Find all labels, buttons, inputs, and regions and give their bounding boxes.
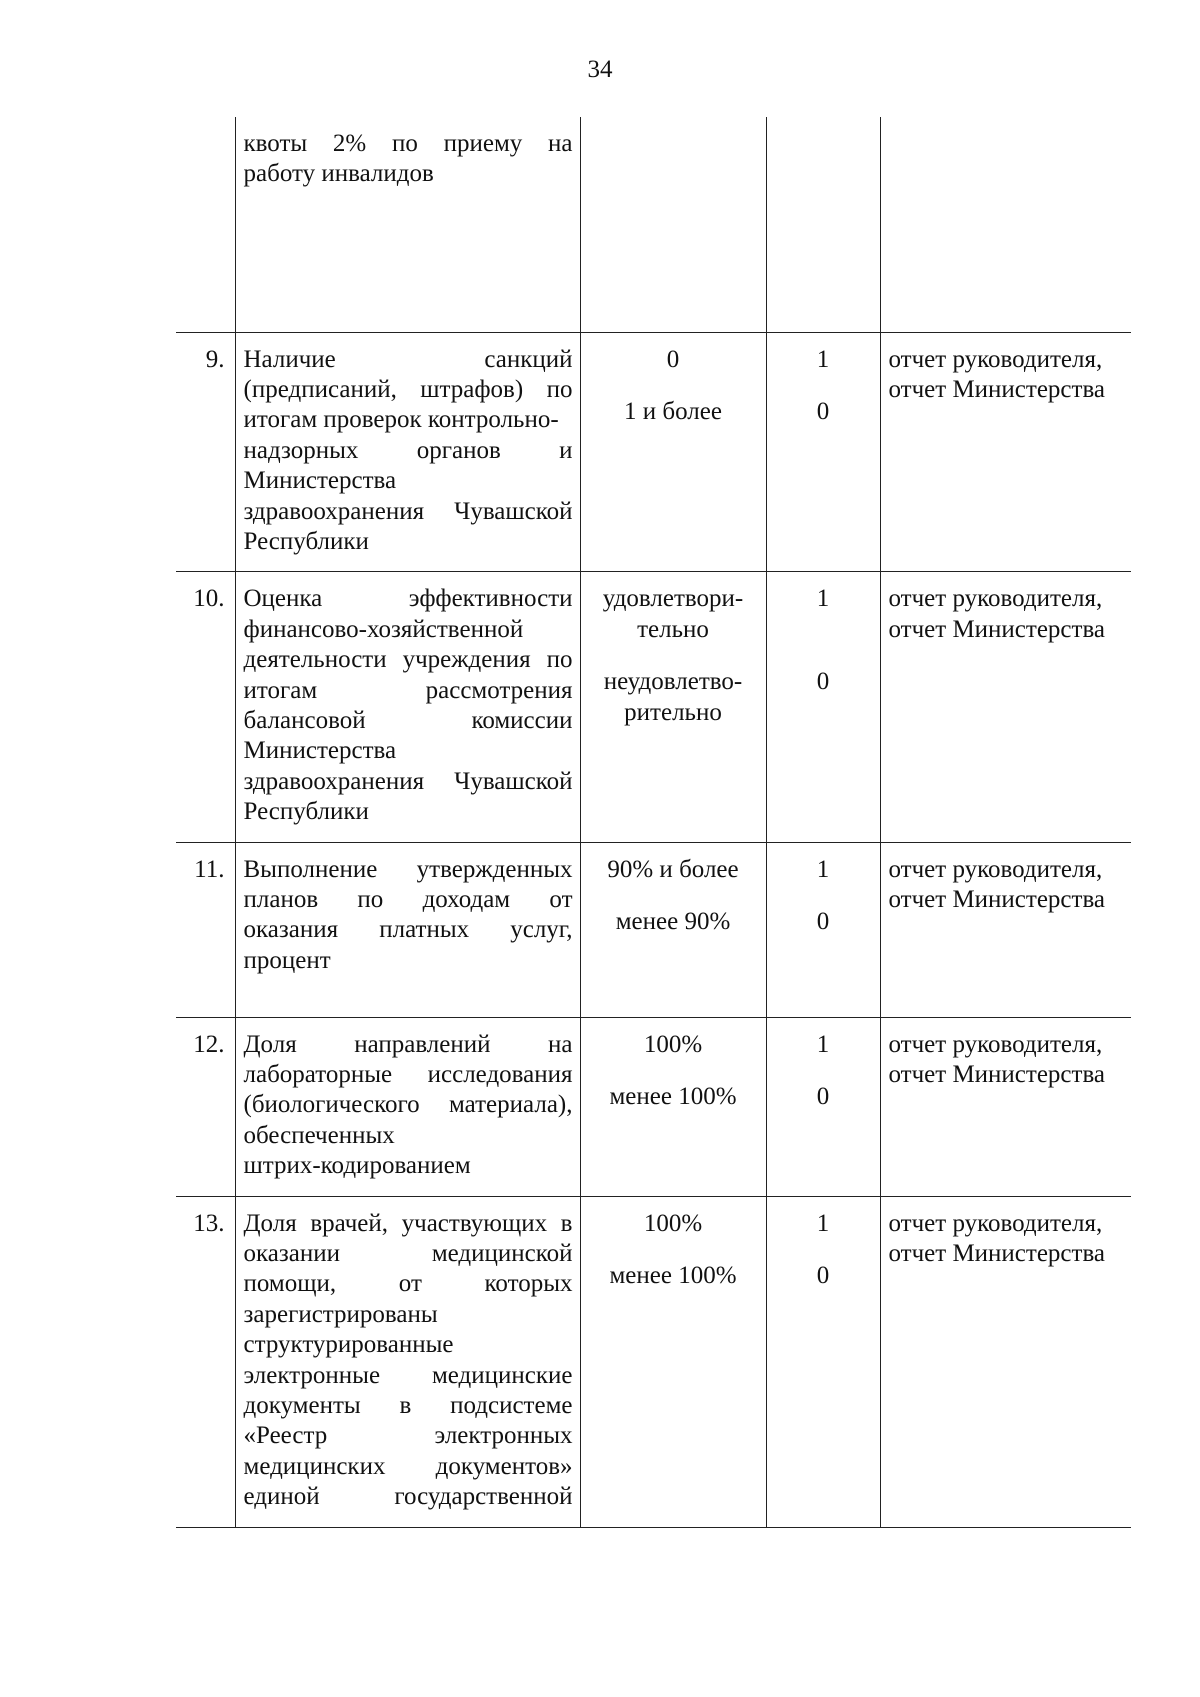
criterion-points: 1 0 — [766, 1196, 880, 1527]
table-row — [176, 1017, 1131, 1196]
table-row — [176, 117, 1131, 332]
criterion-name: Доля врачей, участвующих в оказании медицинской помощи, от которых зарегистрированы структурированные электронные медицинские документы в подсистеме «Реестр электронных медицинских документов» единой государственной — [235, 1196, 580, 1527]
criterion-name: Выполнение утвержденных планов по доходам от оказания платных услуг, процент — [235, 842, 580, 1017]
criterion-source: отчет руководителя, отчет Министерства — [880, 842, 1131, 1017]
criterion-value: удовлетвори- тельно неудовлетво- рительно — [580, 572, 766, 842]
row-number: 9. — [176, 332, 235, 572]
criterion-name: Наличие санкций (предписаний, штрафов) по итогам проверок контрольно- надзорных органов и Министерства здравоохранения Чувашской Республики — [235, 332, 580, 572]
row-number — [176, 117, 235, 332]
criterion-points: 1 0 — [766, 332, 880, 572]
criterion-value: 90% и более менее 90% — [580, 842, 766, 1017]
criterion-name: Оценка эффективности финансово-хозяйственной деятельности учреждения по итогам рассмотрения балансовой комиссии Министерства здравоохранения Чувашской Республики — [235, 572, 580, 842]
table-row — [176, 572, 1131, 842]
criterion-name: квоты 2% по приему на работу инвалидов — [235, 117, 580, 332]
criterion-source: отчет руководителя, отчет Министерства — [880, 572, 1131, 842]
table-row — [176, 842, 1131, 1017]
criterion-value: 100% менее 100% — [580, 1017, 766, 1196]
criterion-source: отчет руководителя, отчет Министерства — [880, 1017, 1131, 1196]
criterion-value — [580, 117, 766, 332]
criterion-source — [880, 117, 1131, 332]
criterion-value: 100% менее 100% — [580, 1196, 766, 1527]
criterion-source: отчет руководителя, отчет Министерства — [880, 332, 1131, 572]
criteria-table — [176, 117, 1131, 1528]
row-number: 10. — [176, 572, 235, 842]
criterion-points: 1 0 — [766, 572, 880, 842]
criterion-source: отчет руководителя, отчет Министерства — [880, 1196, 1131, 1527]
row-number: 11. — [176, 842, 235, 1017]
criterion-points: 1 0 — [766, 842, 880, 1017]
criterion-points: 1 0 — [766, 1017, 880, 1196]
row-number: 13. — [176, 1196, 235, 1527]
table-row — [176, 332, 1131, 572]
criterion-points — [766, 117, 880, 332]
table-row — [176, 1196, 1131, 1527]
row-number: 12. — [176, 1017, 235, 1196]
page-number: 34 — [587, 56, 613, 83]
criterion-value: 0 1 и более — [580, 332, 766, 572]
criterion-name: Доля направлений на лабораторные исследования (биологического материала), обеспеченных штрих-кодированием — [235, 1017, 580, 1196]
